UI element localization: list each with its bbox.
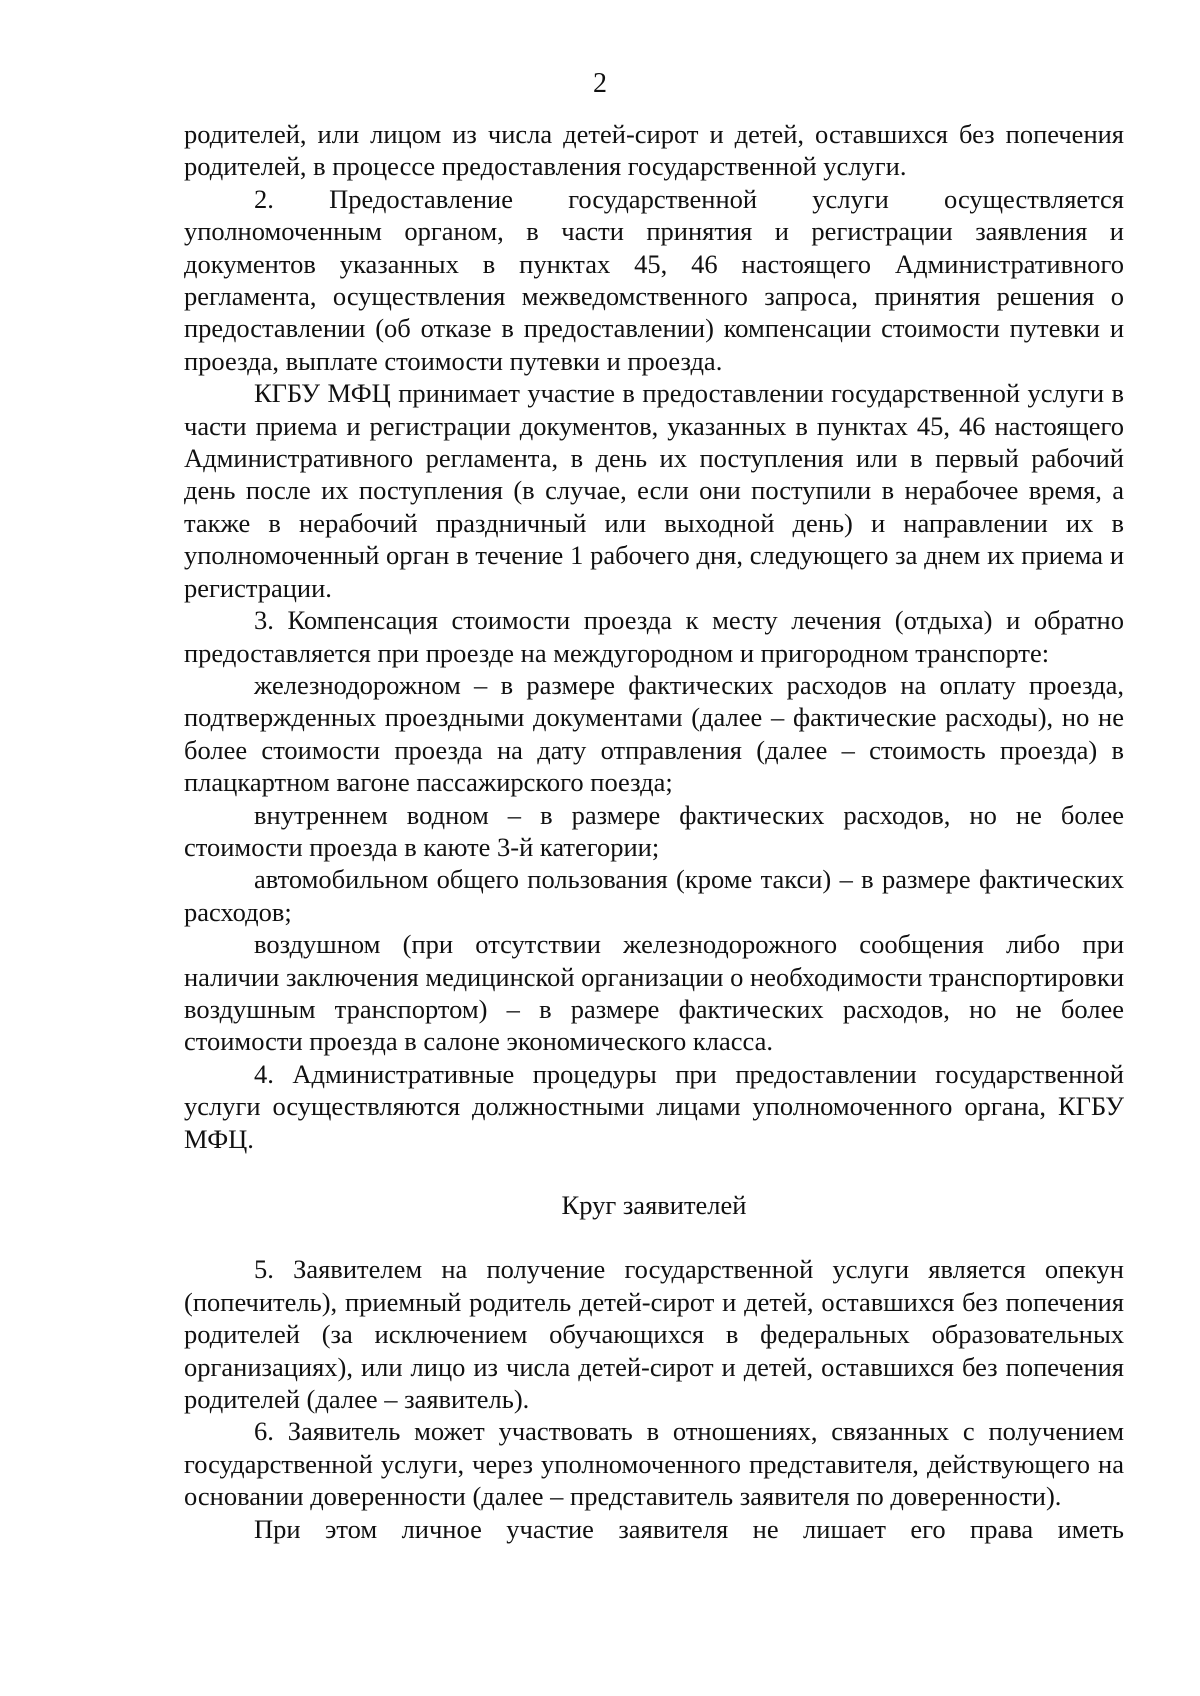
paragraph-clause-6: 6. Заявитель может участвовать в отношениях, связанных с получением государственной услуги, через уполномоченного представителя, действующего на основании доверенности (далее – представитель заявителя по доверенности). xyxy=(184,1416,1124,1512)
paragraph-continuation: родителей, или лицом из числа детей-сирот и детей, оставшихся без попечения родителей, в процессе предоставления государственной услуги. xyxy=(184,119,1124,182)
page-number: 2 xyxy=(593,68,607,99)
paragraph-clause-2: 2. Предоставление государственной услуги осуществляется уполномоченным органом, в части принятия и регистрации заявления и документов указанных в пунктах 45, 46 настоящего Административного регламента, осуществления межведомственного запроса, принятия решения о предоставлении (об отказе в предоставлении) компенсации стоимости путевки и проезда, выплате стоимости путевки и проезда. xyxy=(184,183,1124,376)
section-heading: Круг заявителей xyxy=(561,1190,747,1220)
paragraph-water: внутреннем водном – в размере фактических расходов, но не более стоимости проезда в каюте 3-й категории; xyxy=(184,799,1124,862)
paragraph-personal-participation: При этом личное участие заявителя не лишает его права иметь xyxy=(254,1513,1124,1544)
paragraph-clause-3: 3. Компенсация стоимости проезда к месту лечения (отдыха) и обратно предоставляется при проезде на междугородном и пригородном транспорте: xyxy=(184,605,1124,668)
paragraph-clause-5: 5. Заявителем на получение государственной услуги является опекун (попечитель), приемный родитель детей-сирот и детей, оставшихся без попечения родителей (за исключением обучающихся в федеральных образовательных организациях), или лицо из числа детей-сирот и детей, оставшихся без попечения родителей (далее – заявитель). xyxy=(184,1254,1124,1415)
paragraph-clause-4: 4. Административные процедуры при предоставлении государственной услуги осуществляются должностными лицами уполномоченного органа, КГБУ МФЦ. xyxy=(184,1058,1124,1154)
document-body xyxy=(184,118,1124,1545)
paragraph-air: воздушном (при отсутствии железнодорожного сообщения либо при наличии заключения медицинской организации о необходимости транспортировки воздушным транспортом) – в размере фактических расходов, но не более стоимости проезда в салоне экономического класса. xyxy=(184,929,1124,1057)
paragraph-kgbu-mfc: КГБУ МФЦ принимает участие в предоставлении государственной услуги в части приема и регистрации документов, указанных в пунктах 45, 46 настоящего Административного регламента, в день их поступления или в первый рабочий день после их поступления (в случае, если они поступили в нерабочее время, а также в нерабочий праздничный или выходной день) и направлении их в уполномоченный орган в течение 1 рабочего дня, следующего за днем их приема и регистрации. xyxy=(184,378,1124,603)
paragraph-railway: железнодорожном – в размере фактических расходов на оплату проезда, подтвержденных проездными документами (далее – фактические расходы), но не более стоимости проезда на дату отправления (далее – стоимость проезда) в плацкартном вагоне пассажирского поезда; xyxy=(184,669,1124,798)
paragraph-automobile: автомобильном общего пользования (кроме такси) – в размере фактических расходов; xyxy=(184,864,1124,927)
